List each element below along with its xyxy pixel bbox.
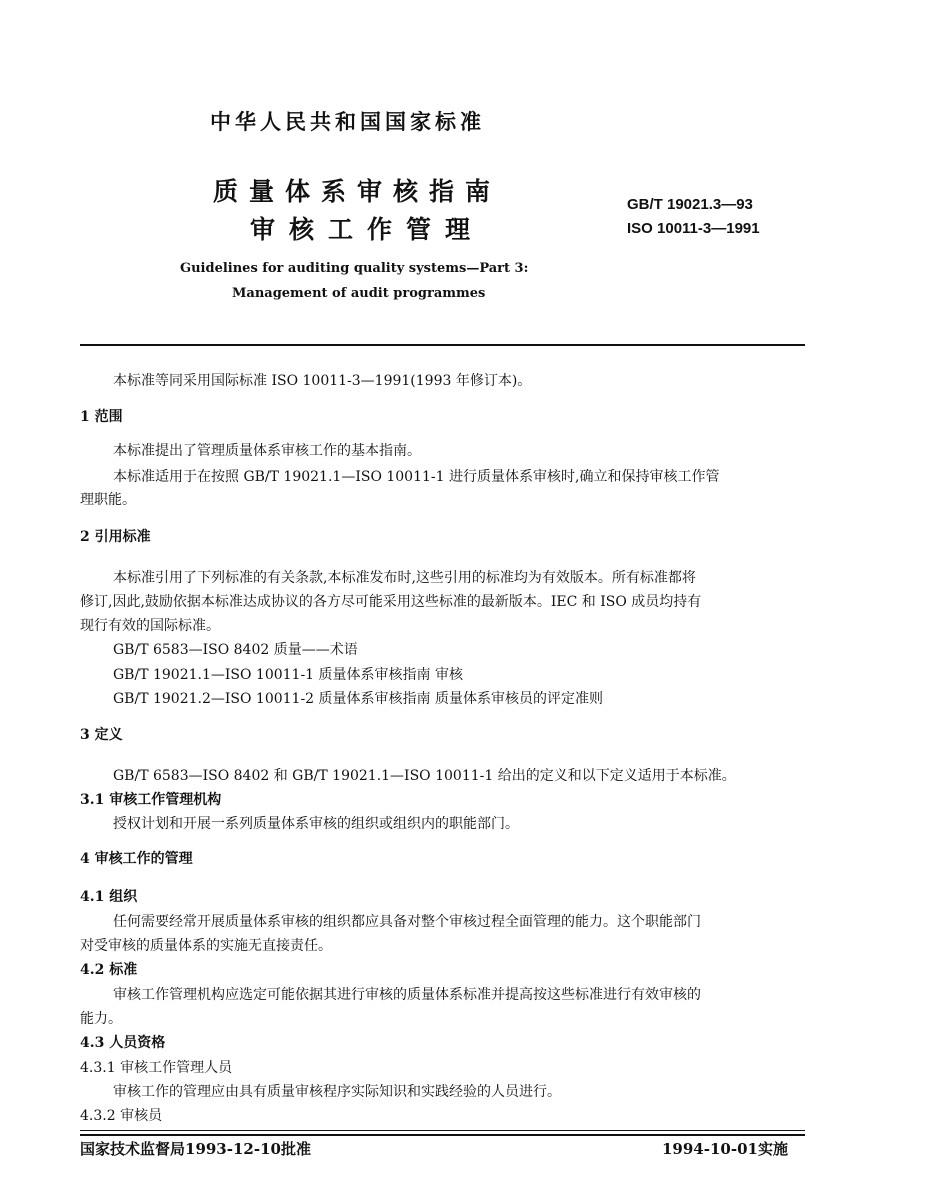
section-4-2-heading: 4.2 标准 bbox=[80, 962, 138, 978]
section-3-heading: 3 定义 bbox=[80, 727, 123, 743]
section-1-paragraph-2-line-2: 理职能。 bbox=[80, 492, 136, 508]
section-4-heading: 4 审核工作的管理 bbox=[80, 851, 193, 867]
section-3-1-paragraph: 授权计划和开展一系列质量体系审核的组织或组织内的职能部门。 bbox=[113, 816, 519, 832]
iso-standard-code: ISO 10011-3—1991 bbox=[627, 220, 760, 237]
section-2-heading: 2 引用标准 bbox=[80, 529, 151, 545]
reference-item-2: GB/T 19021.1—ISO 10011-1 质量体系审核指南 审核 bbox=[113, 667, 463, 683]
footer-divider bbox=[80, 1134, 805, 1136]
section-4-3-2-heading: 4.3.2 审核员 bbox=[80, 1108, 163, 1124]
document-title-line-2: 审核工作管理 bbox=[250, 215, 485, 244]
english-title-line-1: Guidelines for auditing quality systems—Part 3: bbox=[180, 261, 529, 276]
section-4-1-paragraph-line-2: 对受审核的质量体系的实施无直接责任。 bbox=[80, 938, 332, 954]
section-1-heading: 1 范围 bbox=[80, 409, 123, 425]
standard-type-heading: 中华人民共和国国家标准 bbox=[210, 109, 485, 134]
section-4-1-paragraph-line-1: 任何需要经常开展质量体系审核的组织都应具备对整个审核过程全面管理的能力。这个职能部门 bbox=[113, 914, 701, 930]
section-3-paragraph: GB/T 6583—ISO 8402 和 GB/T 19021.1—ISO 10011-1 给出的定义和以下定义适用于本标准。 bbox=[113, 768, 736, 784]
section-1-paragraph-1: 本标准提出了管理质量体系审核工作的基本指南。 bbox=[113, 443, 421, 459]
section-3-1-heading: 3.1 审核工作管理机构 bbox=[80, 792, 222, 808]
header-divider bbox=[80, 344, 805, 346]
section-4-1-heading: 4.1 组织 bbox=[80, 889, 138, 905]
section-2-paragraph-line-1: 本标准引用了下列标准的有关条款,本标准发布时,这些引用的标准均为有效版本。所有标准都将 bbox=[113, 570, 696, 586]
document-title-line-1: 质量体系审核指南 bbox=[213, 177, 502, 206]
section-4-2-paragraph-line-2: 能力。 bbox=[80, 1011, 122, 1027]
section-2-paragraph-line-2: 修订,因此,鼓励依据本标准达成协议的各方尽可能采用这些标准的最新版本。IEC 和 ISO 成员均持有 bbox=[80, 594, 702, 610]
intro-paragraph: 本标准等同采用国际标准 ISO 10011-3—1991(1993 年修订本)。 bbox=[113, 373, 532, 389]
section-4-3-1-heading: 4.3.1 审核工作管理人员 bbox=[80, 1060, 233, 1076]
section-4-2-paragraph-line-1: 审核工作管理机构应选定可能依据其进行审核的质量体系标准并提高按这些标准进行有效审核的 bbox=[113, 987, 701, 1003]
reference-item-1: GB/T 6583—ISO 8402 质量——术语 bbox=[113, 642, 358, 658]
section-2-paragraph-line-3: 现行有效的国际标准。 bbox=[80, 618, 220, 634]
section-1-paragraph-2-line-1: 本标准适用于在按照 GB/T 19021.1—ISO 10011-1 进行质量体系审核时,确立和保持审核工作管 bbox=[113, 469, 720, 485]
approval-date: 国家技术监督局1993-12-10批准 bbox=[80, 1140, 311, 1158]
effective-date: 1994-10-01实施 bbox=[662, 1140, 788, 1158]
section-4-3-heading: 4.3 人员资格 bbox=[80, 1035, 166, 1051]
section-4-3-1-paragraph: 审核工作的管理应由具有质量审核程序实际知识和实践经验的人员进行。 bbox=[113, 1084, 561, 1100]
reference-item-3: GB/T 19021.2—ISO 10011-2 质量体系审核指南 质量体系审核员的评定准则 bbox=[113, 691, 603, 707]
footer-divider-thin bbox=[80, 1130, 805, 1131]
english-title-line-2: Management of audit programmes bbox=[232, 286, 486, 301]
gb-standard-code: GB/T 19021.3—93 bbox=[627, 196, 753, 213]
